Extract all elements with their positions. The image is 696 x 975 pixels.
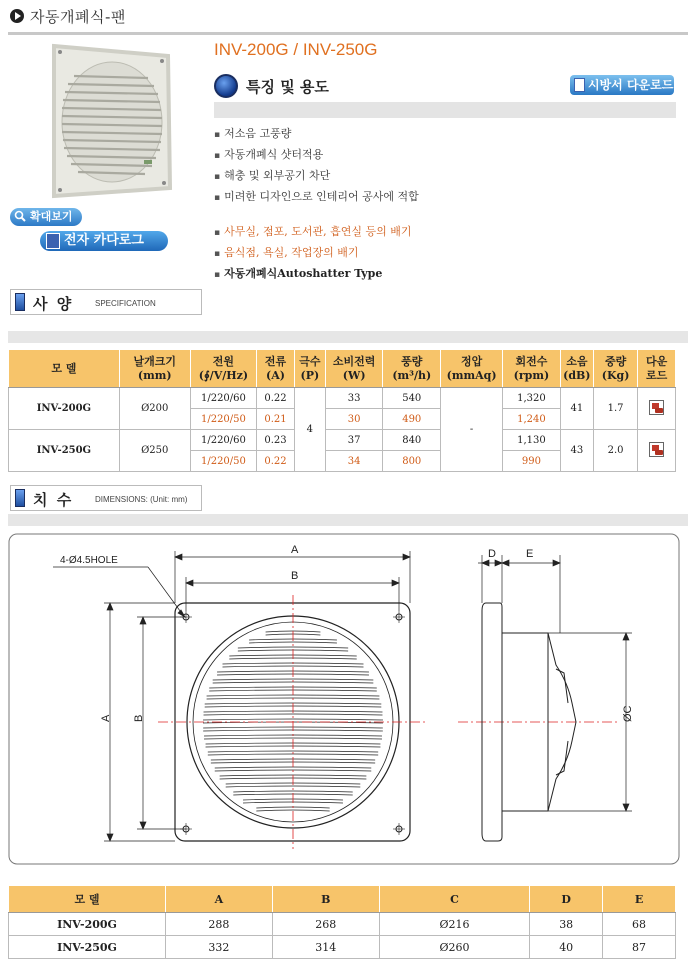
table-header-unit: (A) xyxy=(266,368,285,382)
table-cell: - xyxy=(441,388,503,472)
dim-label-a-vertical: A xyxy=(100,714,112,722)
table-header-label: 풍량 xyxy=(401,354,423,368)
list-item: ▪ 해충 및 외부공기 차단 xyxy=(214,166,419,187)
dim-section-subtitle: DIMENSIONS: (Unit: mm) xyxy=(95,495,188,504)
list-item: ▪ 음식점, 욕실, 작업장의 배기 xyxy=(214,243,411,264)
table-header xyxy=(294,350,325,388)
table-header-label: 소비전력 xyxy=(332,354,376,368)
table-cell: 0.22 xyxy=(257,451,295,472)
feature-list xyxy=(214,124,419,208)
table-header-unit: (dB) xyxy=(563,368,591,382)
table-header xyxy=(593,350,637,388)
table-cell: 40 xyxy=(530,936,603,959)
dim-section-header xyxy=(10,485,202,511)
table-cell: 332 xyxy=(166,936,273,959)
use-list xyxy=(214,222,411,285)
catalog-button-label: 전자 카다로그 xyxy=(64,233,144,248)
table-header-label: 날개크기 xyxy=(133,354,176,368)
table-header: A xyxy=(166,886,273,913)
dimension-drawing xyxy=(8,533,680,865)
table-row xyxy=(9,913,676,936)
feature-divider xyxy=(214,102,676,118)
table-cell: INV-250G xyxy=(9,430,120,472)
table-cell: 1,320 xyxy=(503,388,561,409)
table-cell: 1/220/50 xyxy=(190,409,256,430)
section-tab-icon xyxy=(15,489,25,507)
arrow-bullet-icon xyxy=(10,9,24,23)
table-cell: 0.21 xyxy=(257,409,295,430)
book-icon xyxy=(46,233,60,249)
hole-label: 4-Ø4.5HOLE xyxy=(60,555,118,566)
table-cell: 0.22 xyxy=(257,388,295,409)
table-header: 모 델 xyxy=(9,886,166,913)
table-header: D xyxy=(530,886,603,913)
table-cell: 288 xyxy=(166,913,273,936)
section-tab-icon xyxy=(15,293,25,311)
download-cell[interactable] xyxy=(638,388,676,430)
spec-download-label: 시방서 다운로드 xyxy=(588,78,674,92)
pdf-download-icon[interactable] xyxy=(649,400,664,415)
table-cell: 540 xyxy=(383,388,441,409)
table-header-label: 소음 xyxy=(566,354,588,368)
table-header xyxy=(441,350,503,388)
dim-label-a: A xyxy=(291,544,299,556)
spec-section-header xyxy=(10,289,202,315)
dim-label-b: B xyxy=(291,570,299,582)
table-cell: 1,130 xyxy=(503,430,561,451)
table-header: C xyxy=(379,886,530,913)
table-cell: 840 xyxy=(383,430,441,451)
table-cell: Ø260 xyxy=(379,936,530,959)
page-header xyxy=(0,0,696,36)
spec-band xyxy=(8,331,688,343)
dim-label-e: E xyxy=(526,548,534,560)
table-header xyxy=(503,350,561,388)
table-header xyxy=(383,350,441,388)
table-cell: 800 xyxy=(383,451,441,472)
table-cell: 43 xyxy=(560,430,593,472)
table-header xyxy=(325,350,383,388)
type-ko: 자동개폐식 xyxy=(224,267,278,280)
pdf-download-icon[interactable] xyxy=(649,442,664,457)
table-cell: 41 xyxy=(560,388,593,430)
table-cell: INV-200G xyxy=(9,913,166,936)
table-cell: 4 xyxy=(294,388,325,472)
table-cell: 1/220/60 xyxy=(190,430,256,451)
dimension-table xyxy=(8,885,676,959)
spec-section-title: 사 양 xyxy=(33,295,74,313)
table-header-unit: (mmAq) xyxy=(446,368,497,382)
table-cell: 34 xyxy=(325,451,383,472)
table-header-label: 모 델 xyxy=(51,361,77,375)
dim-label-d: D xyxy=(488,548,496,560)
table-cell: INV-200G xyxy=(9,388,120,430)
dim-band xyxy=(8,514,688,526)
table-cell: 2.0 xyxy=(593,430,637,472)
zoom-button[interactable] xyxy=(10,208,82,226)
table-header-unit: (m³/h) xyxy=(392,368,432,382)
table-cell: 37 xyxy=(325,430,383,451)
header-divider xyxy=(8,32,688,35)
table-header xyxy=(257,350,295,388)
spec-download-button[interactable] xyxy=(570,75,674,95)
table-cell: 490 xyxy=(383,409,441,430)
table-cell: 1/220/50 xyxy=(190,451,256,472)
download-cell[interactable] xyxy=(638,430,676,472)
magnifier-icon xyxy=(14,210,26,222)
table-header xyxy=(190,350,256,388)
document-icon xyxy=(574,78,585,92)
table-header xyxy=(638,350,676,388)
table-header: E xyxy=(603,886,676,913)
spec-section-subtitle: SPECIFICATION xyxy=(95,299,156,308)
dim-label-b-vertical: B xyxy=(133,714,145,722)
table-cell: 268 xyxy=(272,913,379,936)
table-header-label: 중량 xyxy=(604,354,627,368)
list-item: ▪ 미려한 디자인으로 인테리어 공사에 적합 xyxy=(214,187,419,208)
catalog-button[interactable] xyxy=(40,231,168,251)
table-row xyxy=(9,936,676,959)
table-cell: 30 xyxy=(325,409,383,430)
table-cell: 38 xyxy=(530,913,603,936)
model-title: INV-200G / INV-250G xyxy=(214,40,378,59)
feature-heading xyxy=(214,74,414,98)
spec-table xyxy=(8,349,676,472)
table-header xyxy=(560,350,593,388)
table-cell: INV-250G xyxy=(9,936,166,959)
table-header: B xyxy=(272,886,379,913)
dim-section-title: 치 수 xyxy=(33,491,74,509)
table-cell: 1/220/60 xyxy=(190,388,256,409)
table-cell: Ø250 xyxy=(119,430,190,472)
table-cell: 33 xyxy=(325,388,383,409)
table-cell: Ø200 xyxy=(119,388,190,430)
table-cell: 68 xyxy=(603,913,676,936)
table-header-label: 극수 xyxy=(299,354,321,368)
table-cell: Ø216 xyxy=(379,913,530,936)
table-header xyxy=(9,350,120,388)
list-item: ▪ 자동개폐식 샷터적용 xyxy=(214,145,419,166)
table-header-label: 회전수 xyxy=(515,354,548,368)
table-header-label: 정압 xyxy=(460,354,483,368)
table-header-unit: (Kg) xyxy=(601,368,630,382)
table-header xyxy=(119,350,190,388)
table-header-label: 전원 xyxy=(212,354,235,368)
product-image[interactable] xyxy=(48,42,180,200)
table-header-unit: (P) xyxy=(300,368,320,382)
table-cell: 1.7 xyxy=(593,388,637,430)
table-header-label: 전류 xyxy=(264,354,287,368)
dim-label-c: ØC xyxy=(622,705,634,722)
zoom-button-label: 확대보기 xyxy=(30,210,73,223)
table-header-unit: (W) xyxy=(342,368,366,382)
orb-icon xyxy=(214,74,238,98)
feature-heading-label: 특징 및 용도 xyxy=(246,78,329,96)
table-header-unit: (mm) xyxy=(137,368,172,382)
table-header-unit: (∮/V/Hz) xyxy=(198,368,249,382)
page-title: 자동개폐식-팬 xyxy=(30,8,126,26)
table-cell: 314 xyxy=(272,936,379,959)
table-header-unit: 로드 xyxy=(645,368,668,382)
table-header-unit: (rpm) xyxy=(513,368,550,382)
list-item: ▪ 저소음 고풍량 xyxy=(214,124,419,145)
table-cell: 990 xyxy=(503,451,561,472)
table-header-label: 다운 xyxy=(645,354,668,368)
table-cell: 87 xyxy=(603,936,676,959)
table-cell: 1,240 xyxy=(503,409,561,430)
type-item xyxy=(214,264,411,285)
table-cell: 0.23 xyxy=(257,430,295,451)
type-en: Autoshatter Type xyxy=(277,267,383,280)
list-item: ▪ 사무실, 점포, 도서관, 흡연실 등의 배기 xyxy=(214,222,411,243)
